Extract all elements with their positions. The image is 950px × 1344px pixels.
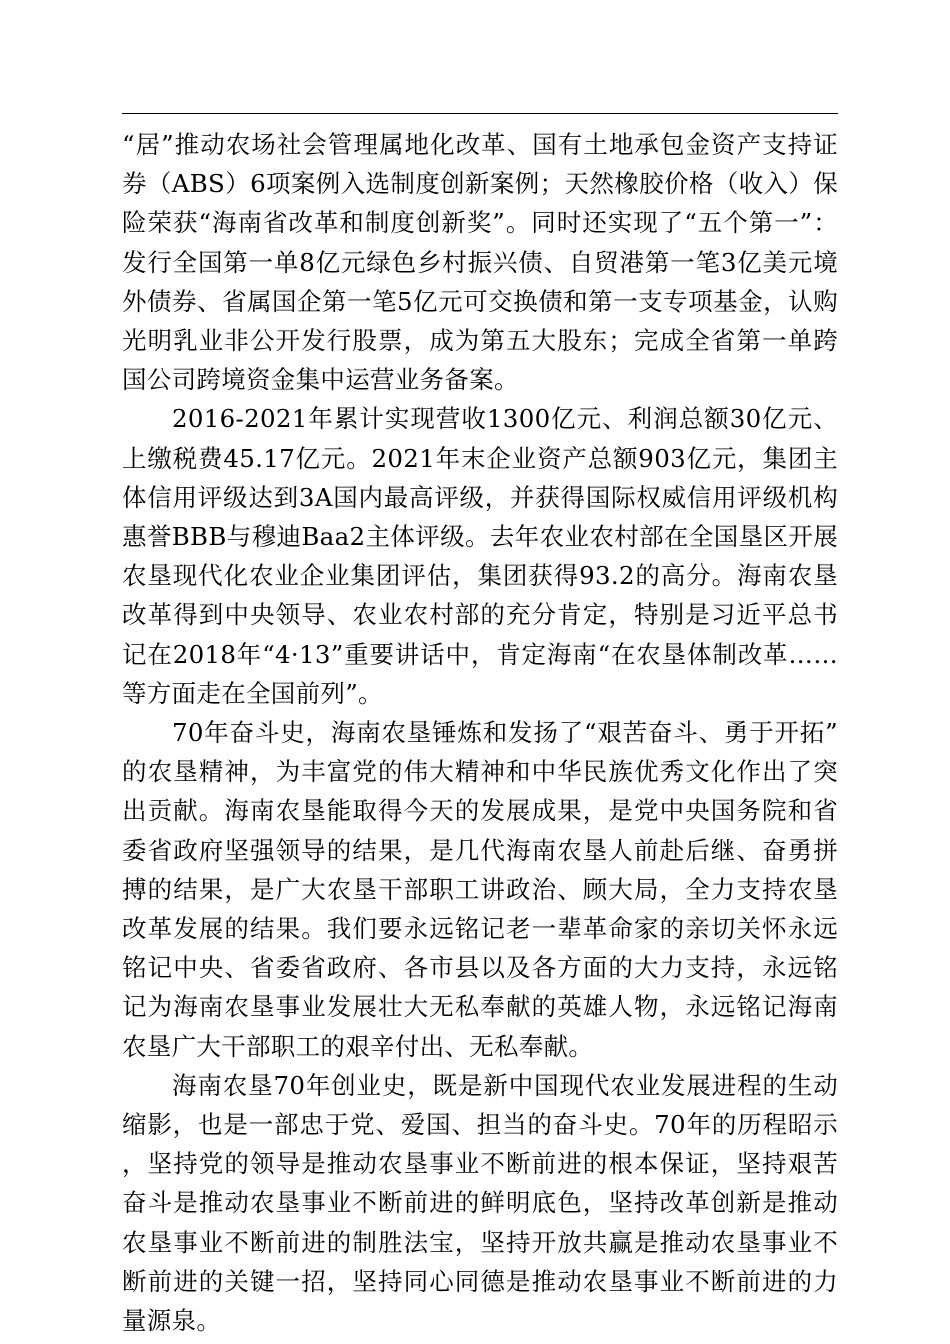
paragraph-4: 海南农垦70年创业史，既是新中国现代农业发展进程的生动缩影，也是一部忠于党、爱国、担当的奋斗史。70年的历程昭示，坚持党的领导是推动农垦事业不断前进的根本保证，坚持艰苦奋斗是推动农垦事业不断前进的鲜明底色，坚持改革创新是推动农垦事业不断前进的制胜法宝，坚持开放共赢是推动农垦事业不断前进的关键一招，坚持同心同德是推动农垦事业不断前进的力量源泉。 <box>122 1070 838 1336</box>
document-body <box>122 125 838 1340</box>
paragraph-2: 2016-2021年累计实现营收1300亿元、利润总额30亿元、上缴税费45.17亿元。2021年末企业资产总额903亿元，集团主体信用评级达到3A国内最高评级，并获得国际权威信用评级机构惠誉BBB与穆迪Baa2主体评级。去年农业农村部在全国垦区开展农垦现代化农业企业集团评估，集团获得93.2的高分。海南农垦改革得到中央领导、农业农村部的充分肯定，特别是习近平总书记在2018年“4·13”重要讲话中，肯定海南“在农垦体制改革……等方面走在全国前列”。 <box>122 404 838 708</box>
paragraph-3: 70年奋斗史，海南农垦锤炼和发扬了“艰苦奋斗、勇于开拓”的农垦精神，为丰富党的伟大精神和中华民族优秀文化作出了突出贡献。海南农垦能取得今天的发展成果，是党中央国务院和省委省政府坚强领导的结果，是几代海南农垦人前赴后继、奋勇拼搏的结果，是广大农垦干部职工讲政治、顾大局，全力支持农垦改革发展的结果。我们要永远铭记老一辈革命家的亲切关怀永远铭记中央、省委省政府、各市县以及各方面的大力支持，永远铭记为海南农垦事业发展壮大无私奉献的英雄人物，永远铭记海南农垦广大干部职工的艰辛付出、无私奉献。 <box>122 718 838 1061</box>
paragraph-1: “居”推动农场社会管理属地化改革、国有土地承包金资产支持证券（ABS）6项案例入选制度创新案例；天然橡胶价格（收入）保险荣获“海南省改革和制度创新奖”。同时还实现了“五个第一”：发行全国第一单8亿元绿色乡村振兴债、自贸港第一笔3亿美元境外债券、省属国企第一笔5亿元可交换债和第一支专项基金，认购光明乳业非公开发行股票，成为第五大股东；完成全省第一单跨国公司跨境资金集中运营业务备案。 <box>122 130 838 395</box>
header-rule <box>122 113 838 114</box>
